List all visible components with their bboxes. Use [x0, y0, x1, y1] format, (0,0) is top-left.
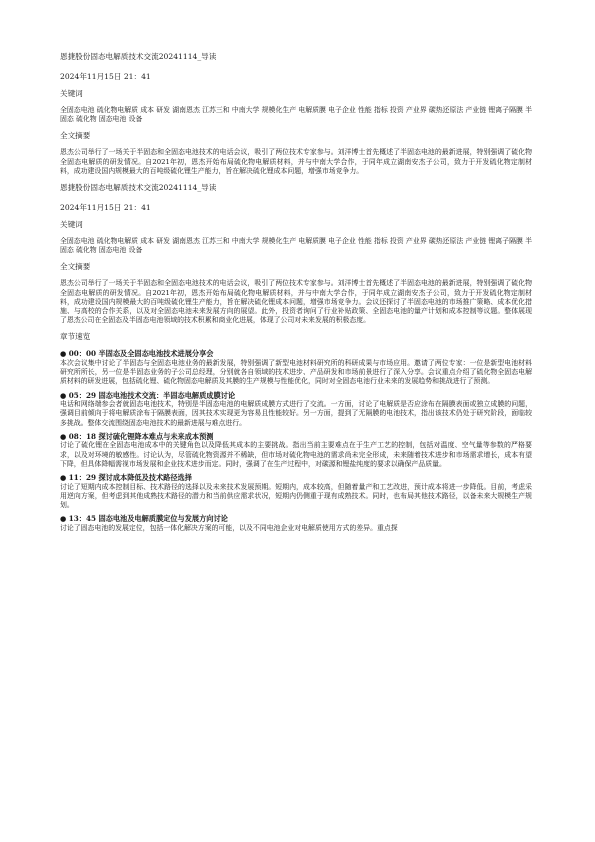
chapter-title: ● 05：29 固态电池技术交流：半固态电解质成膜讨论: [60, 390, 236, 400]
keywords-text-repeat: 全固态电池 硫化物电解质 成本 研发 湖南恩杰 江苏三和 中南大学 规模化生产 电解质膜 电子企业 性能 指标 投资 产业界 碳热还原法 产业链 锂离子隔膜 半固态 硫化物 固态电池 设备: [60, 237, 532, 255]
chapter-item: [60, 473, 532, 510]
chapter-body: 本次会议集中讨论了半固态与全固态电池业务的最新发展，特别强调了新型电池材料研究所的科研成果与市场应用。邀请了两位专家：一位是新型电池材料研究所所长，另一位是半固态业务的子公司总经理，分别就各自领域的技术进步、产品研发和市场前景进行了深入分享。会议重点介绍了硫化物全固态电解质材料的研发进展，包括硫化锂、硫化物固态电解质及其膜的生产规模与性能优化，同时对全固态电池行业未来的发展趋势和挑战进行了预测。: [60, 359, 532, 386]
summary-text-repeat: 恩杰公司举行了一场关于半固态和全固态电池技术的电话会议，吸引了两位技术专家参与。刘洋博士首先概述了半固态电池的最新进展，特别强调了硫化物全固态电解质的研发情况。自2021年初，恩杰开始布局硫化物电解质材料，并与中南大学合作，于同年成立湖南安杰子公司，致力于开发硫化物定制材料，成功建设国内规模最大的百吨级硫化锂生产能力，旨在解决硫化锂成本问题，增强市场竞争力。会议还探讨了半固态电池的市场推广策略、成本优化措施、与高校的合作关系，以及对全固态电池未来发展方向的展望。此外，投资者询问了行业补贴政策、全固态电池的量产计划和成本控制等议题。整体展现了恩杰公司在全固态及半固态电池领域的技术积累和商业化进展，体现了公司对未来发展的积极态度。: [60, 279, 532, 325]
chapter-title: ● 11：29 探讨成本降低及技术路径选择: [60, 473, 192, 483]
doc-date-repeat: 2024年11月15日 21：41: [60, 203, 151, 213]
chapter-body: 讨论了固态电池的发展定位，包括一体化解决方案的可能，以及不同电池企业对电解质使用方式的差异。重点探: [60, 523, 398, 532]
document-content: [60, 52, 532, 533]
chapter-item: [60, 391, 532, 428]
doc-title: 恩捷股份固态电解质技术交流20241114_导读: [60, 52, 217, 61]
summary-heading-repeat: 全文摘要: [60, 262, 91, 272]
chapter-body: 讨论了硫化锂在全固态电池成本中的关键角色以及降低其成本的主要挑战。指出当前主要难点在于生产工艺的控制，包括对温度、空气量等参数的严格要求，以及对环境的敏感性。讨论认为，尽管硫化物资源并不稀缺，但市场对硫化物电池的需求尚未完全形成，未来随着技术进步和市场需求增长，成本有望下降，但具体降幅需视市场发展和企业技术进步而定。同时，强调了在生产过程中，对碳源和锂盐纯度的要求以确保产品质量。: [60, 441, 532, 468]
keywords-text: 全固态电池 硫化物电解质 成本 研发 湖南恩杰 江苏三和 中南大学 规模化生产 电解质膜 电子企业 性能 指标 投资 产业界 碳热还原法 产业链 锂离子隔膜 半固态 硫化物 固态电池 设备: [60, 106, 532, 124]
chapter-title: ● 13：45 固态电池及电解质膜定位与发展方向讨论: [60, 514, 228, 524]
chapter-body: 电话和网络端参会者就固态电池技术，特别是半固态电池的电解质成膜方式进行了交流。一方面，讨论了电解质是否应涂布在隔膜表面或独立成膜的问题，强调目前倾向于将电解质涂布于隔膜表面，因其技术实现更为容易且性能较好。另一方面，提到了无隔膜的电池技术，指出该技术仍处于研究阶段，面临较多挑战。整体交流围绕固态电池技术的最新进展与难点进行。: [60, 400, 532, 427]
summary-text: 恩杰公司举行了一场关于半固态和全固态电池技术的电话会议，吸引了两位技术专家参与。刘洋博士首先概述了半固态电池的最新进展，特别强调了硫化物全固态电解质的研发情况。自2021年初，恩杰开始布局硫化物电解质材料，并与中南大学合作，于同年成立湖南安杰子公司，致力于开发硫化物定制材料，成功建设国内规模最大的百吨级硫化锂生产能力，旨在解决硫化锂成本问题，增强市场竞争力。: [60, 148, 532, 175]
chapter-body: 讨论了短期内成本控制目标、技术路径的选择以及未来技术发展预期。短期内，成本较高，但随着量产和工艺改进，预计成本将进一步降低。目前，考虑采用逆向方案，但考虑到其他成熟技术路径的潜力和当前供应需求状况，短期内仍侧重于现有成熟技术。同时，也布局其他技术路径，以备未来大规模生产规划。: [60, 482, 532, 510]
summary-heading: 全文摘要: [60, 131, 91, 141]
keywords-heading: 关键词: [60, 89, 83, 98]
doc-date: 2024年11月15日 21：41: [60, 72, 151, 81]
chapter-title: ● 08：18 探讨硫化锂降本难点与未来成本预测: [60, 431, 214, 441]
chapter-item: [60, 514, 532, 533]
doc-title-repeat: 恩捷股份固态电解质技术交流20241114_导读: [60, 183, 217, 193]
chapter-item: [60, 349, 532, 386]
chapter-title: ● 00：00 半固态及全固态电池技术进展分享会: [60, 349, 214, 359]
chapter-item: [60, 432, 532, 469]
chapters-heading: 章节速览: [60, 332, 91, 342]
keywords-heading-repeat: 关键词: [60, 220, 83, 230]
